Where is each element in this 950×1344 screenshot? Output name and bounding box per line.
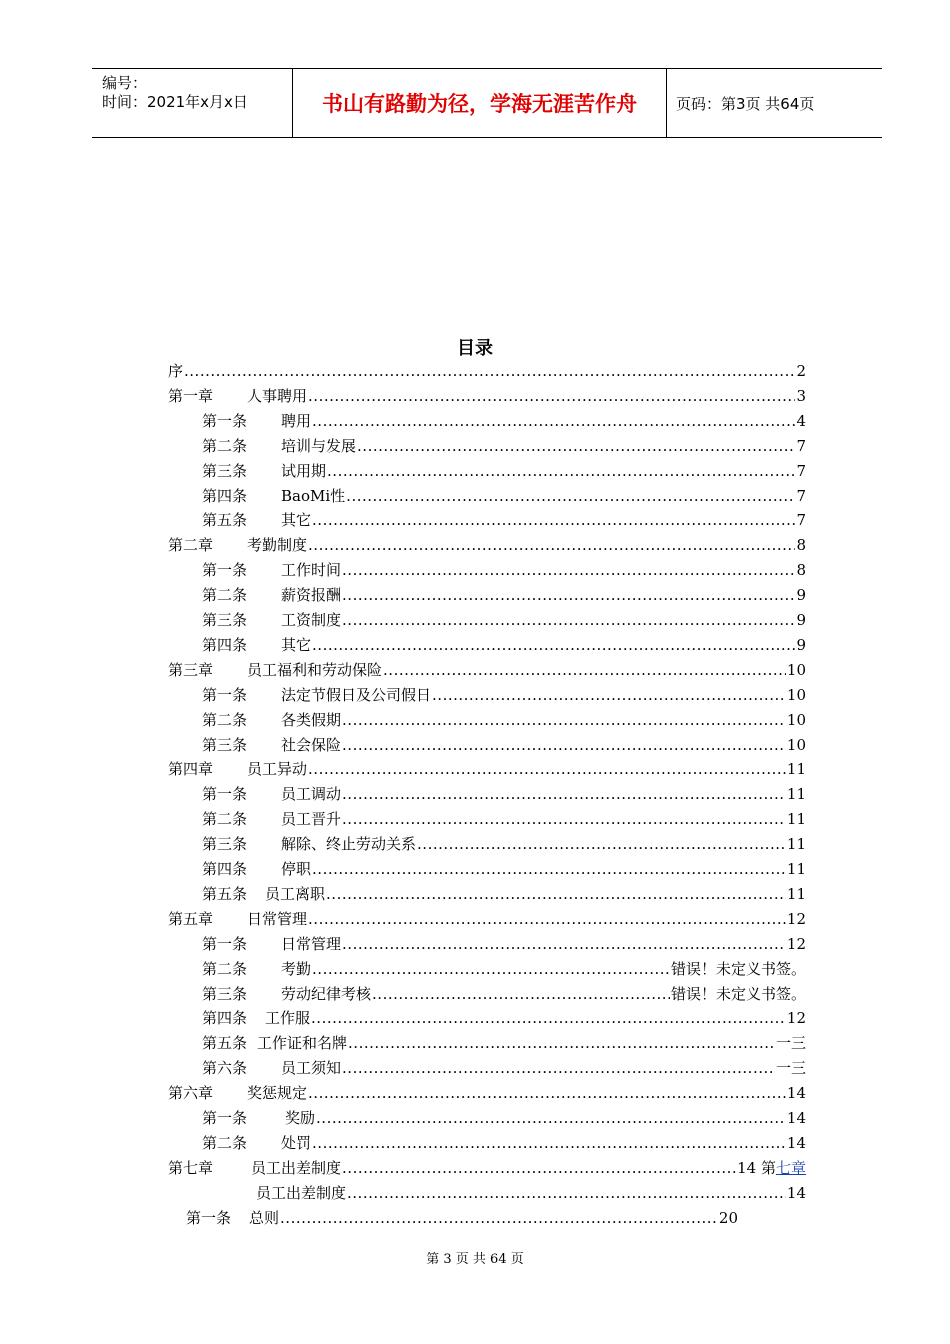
- toc-entry-number: 第二章: [168, 536, 214, 555]
- toc-leader-dots: [342, 935, 786, 953]
- toc-entry-number: 第四条: [202, 860, 248, 878]
- toc-leader-dots: [312, 636, 795, 654]
- toc-entry-page: 10: [786, 660, 806, 679]
- toc-entry[interactable]: [168, 1080, 806, 1102]
- toc-entry-page: 11: [786, 785, 806, 804]
- toc-entry[interactable]: [202, 1105, 806, 1127]
- toc-entry-title: 劳动纪律考核: [281, 984, 372, 1003]
- toc-entry[interactable]: [202, 1030, 806, 1052]
- toc-entry-number: 第三条: [202, 461, 248, 480]
- toc-entry[interactable]: [202, 408, 806, 430]
- toc-entry-number: 第七章: [168, 1158, 214, 1177]
- toc-entry[interactable]: [202, 707, 806, 729]
- toc-entry-number: 第四条: [202, 486, 248, 505]
- toc-entry-page: 20: [718, 1208, 738, 1227]
- toc-entry-title: 工资制度: [281, 611, 342, 629]
- toc-leader-dots: [347, 1184, 786, 1202]
- toc-entry-title: 员工出差制度: [256, 1183, 347, 1202]
- toc-entry-page: 11: [786, 884, 806, 903]
- toc-entry-page: 11: [786, 835, 806, 854]
- toc-entry-title: 聘用: [281, 411, 312, 430]
- toc-entry-title: 薪资报酬: [281, 586, 342, 605]
- toc-leader-dots: [280, 1209, 718, 1227]
- toc-entry-title: 试用期: [281, 461, 327, 480]
- toc-entry[interactable]: [202, 1130, 806, 1152]
- toc-leader-dots: [312, 511, 795, 529]
- toc-entry-title: 人事聘用: [247, 386, 308, 405]
- toc-entry[interactable]: [256, 1180, 806, 1202]
- toc-entry-title: 奖惩规定: [247, 1084, 308, 1103]
- toc-entry-title: 日常管理: [281, 934, 342, 953]
- toc-entry-title: 奖励: [285, 1109, 316, 1127]
- toc-entry[interactable]: [202, 557, 806, 579]
- toc-entry-number: 第一条: [202, 785, 248, 804]
- toc-entry-title: 考勤制度: [247, 536, 308, 555]
- toc-entry-title: 考勤: [281, 959, 312, 978]
- toc-entry[interactable]: [202, 881, 806, 903]
- toc-entry[interactable]: [202, 632, 806, 654]
- toc-entry[interactable]: [202, 607, 806, 629]
- toc-entry-title: 其它: [281, 635, 312, 654]
- toc-leader-dots: [308, 1084, 786, 1102]
- toc-entry-number: 第四条: [202, 635, 248, 654]
- toc-entry-number: 第一章: [168, 386, 214, 405]
- toc-leader-dots: [342, 711, 786, 729]
- toc-entry-page: 9: [796, 635, 806, 654]
- header-page-info: 页码：第3页 共64页: [676, 94, 815, 113]
- page-header: [92, 68, 882, 138]
- header-meta: [92, 69, 293, 137]
- toc-entry[interactable]: [186, 1205, 738, 1227]
- toc-entry-title: 日常管理: [247, 909, 308, 928]
- toc-leader-dots: [312, 960, 670, 978]
- toc-entry-title: 员工异动: [247, 760, 308, 779]
- toc-entry-page: 错误！未定义书签。: [670, 959, 806, 978]
- toc-entry-number: 第三条: [202, 611, 248, 629]
- toc-entry-page: 14 第七章: [737, 1158, 806, 1177]
- toc-entry[interactable]: [202, 682, 806, 704]
- toc-leader-dots: [312, 1134, 786, 1152]
- toc-entry-number: 第四章: [168, 760, 214, 779]
- toc-entry-title: 员工出差制度: [251, 1158, 342, 1177]
- toc-leader-dots: [348, 1034, 775, 1052]
- toc-entry-number: 第二条: [202, 436, 248, 455]
- page-footer: 第 3 页 共 64 页: [426, 1252, 524, 1267]
- toc-entry-page: 9: [796, 586, 806, 605]
- toc-entry-page: 7: [796, 511, 806, 530]
- toc-entry[interactable]: [168, 1155, 806, 1177]
- toc-entry-page: 7: [796, 486, 806, 505]
- toc-leader-dots: [308, 760, 786, 778]
- toc-entry-page: 11: [786, 760, 806, 779]
- toc-entry[interactable]: [168, 756, 806, 778]
- toc-entry-title: 其它: [281, 511, 312, 530]
- toc-entry-page: 4: [796, 411, 806, 430]
- toc-leader-dots: [327, 462, 795, 480]
- toc-entry-number: 第五条: [202, 511, 248, 530]
- toc-leader-dots: [342, 586, 795, 604]
- toc-entry[interactable]: [202, 732, 806, 754]
- toc-entry-page: 10: [786, 685, 806, 704]
- toc-entry-number: 第一条: [202, 1109, 248, 1127]
- toc-entry[interactable]: [168, 383, 806, 405]
- toc-entry-number: 第三条: [202, 984, 248, 1003]
- toc-entry-title: 处罚: [281, 1133, 312, 1152]
- number-label: 编号：: [102, 74, 148, 92]
- toc-entry[interactable]: [202, 831, 806, 853]
- toc-entry-number: 第二条: [202, 959, 248, 978]
- toc-entry-title: 员工福利和劳动保险: [247, 660, 383, 679]
- toc-entry-title: BaoMi性: [281, 486, 346, 505]
- toc-entry-number: 第四条: [202, 1009, 248, 1028]
- toc-entry-title: 员工离职: [265, 884, 326, 903]
- toc-entry-page: 11: [786, 810, 806, 829]
- toc-entry-number: 第三章: [168, 660, 214, 679]
- toc-leader-dots: [184, 362, 795, 380]
- toc-entry-number: 第一条: [202, 934, 248, 953]
- toc-entry-page: 10: [786, 710, 806, 729]
- toc-entry-number: 序: [168, 362, 184, 380]
- toc-entry[interactable]: [202, 458, 806, 480]
- toc-entry-page: 14: [786, 1109, 806, 1127]
- toc-leader-dots: [311, 1009, 786, 1027]
- toc-entry-number: 第三条: [202, 735, 248, 754]
- toc-entry-title: 员工须知: [281, 1059, 342, 1078]
- toc-entry[interactable]: [202, 582, 806, 604]
- toc-entry-title: 解除、终止劳动关系: [281, 835, 417, 854]
- toc-entry-page: 12: [786, 1009, 806, 1028]
- toc-entry-page: 一三: [775, 1059, 806, 1078]
- toc-entry[interactable]: [202, 806, 806, 828]
- toc-entry[interactable]: [202, 1055, 806, 1077]
- toc-entry-number: 第一条: [202, 685, 248, 704]
- toc-entry-number: 第二条: [202, 810, 248, 829]
- toc-entry-title: 工作服: [265, 1009, 311, 1028]
- header-motto: 书山有路勤为径，学海无涯苦作舟: [293, 69, 667, 137]
- toc-leader-dots: [372, 985, 670, 1003]
- toc-entry-page: 7: [796, 436, 806, 455]
- toc-entry-title: 法定节假日及公司假日: [281, 685, 432, 704]
- toc-entry[interactable]: [202, 433, 806, 455]
- toc-leader-dots: [342, 810, 786, 828]
- toc-entry[interactable]: [202, 483, 806, 505]
- toc-entry[interactable]: [168, 657, 806, 679]
- toc-leader-dots: [316, 1109, 786, 1127]
- toc-entry-title: 工作证和名牌: [257, 1034, 348, 1053]
- toc-leader-dots: [312, 412, 795, 430]
- toc-entry-title: 社会保险: [281, 735, 342, 754]
- toc-entry-page: 11: [786, 860, 806, 878]
- toc-entry-number: 第二条: [202, 710, 248, 729]
- toc-entry-title: 工作时间: [281, 561, 342, 580]
- toc-entry-page: 14: [786, 1133, 806, 1152]
- toc-entry-number: 第五章: [168, 909, 214, 928]
- toc-leader-dots: [342, 785, 786, 803]
- toc-entry-page: 12: [786, 934, 806, 953]
- toc-leader-dots: [308, 536, 795, 554]
- toc-entry-number: 第三条: [202, 835, 248, 854]
- toc-chapter-link[interactable]: 七章: [775, 1158, 806, 1177]
- toc-entry-number: 第六章: [168, 1084, 214, 1103]
- toc-entry[interactable]: [202, 507, 806, 529]
- toc-title: 目录: [457, 338, 493, 359]
- toc-entry-page: 一三: [775, 1034, 806, 1053]
- toc-leader-dots: [346, 487, 795, 505]
- toc-entry[interactable]: [202, 956, 806, 978]
- toc-entry-title: 员工晋升: [281, 810, 342, 829]
- toc-entry-number: 第一条: [186, 1208, 232, 1227]
- toc-entry-number: 第六条: [202, 1059, 248, 1078]
- toc-entry-page: 14: [786, 1183, 806, 1202]
- toc-entry-title: 员工调动: [281, 785, 342, 804]
- toc-leader-dots: [342, 736, 786, 754]
- time-label: 时间：2021年x月x日: [102, 93, 248, 111]
- toc-leader-dots: [342, 1059, 775, 1077]
- toc-leader-dots: [312, 860, 786, 878]
- toc-entry[interactable]: [202, 931, 806, 953]
- toc-leader-dots: [308, 910, 786, 928]
- toc-entry-page: 7: [796, 461, 806, 480]
- toc-entry[interactable]: [202, 856, 806, 878]
- toc-entry[interactable]: [168, 532, 806, 554]
- toc-entry[interactable]: [168, 358, 806, 380]
- toc-entry-number: 第五条: [202, 884, 248, 903]
- toc-leader-dots: [308, 387, 795, 405]
- toc-entry-number: 第二条: [202, 1133, 248, 1152]
- toc-entry-number: 第五条: [202, 1034, 248, 1053]
- toc-entry-page: 2: [796, 362, 806, 380]
- toc-entry[interactable]: [202, 781, 806, 803]
- toc-entry-title: 培训与发展: [281, 436, 357, 455]
- toc-entry-number: 第一条: [202, 561, 248, 580]
- toc-entry-page: 10: [786, 735, 806, 754]
- toc-entry-page: 8: [796, 561, 806, 580]
- toc-entry-number: 第二条: [202, 586, 248, 605]
- toc-leader-dots: [432, 686, 786, 704]
- toc-entry-page: 14: [786, 1084, 806, 1103]
- toc-entry-page: 12: [786, 909, 806, 928]
- toc-leader-dots: [417, 835, 786, 853]
- toc-entry-page: 错误！未定义书签。: [670, 984, 806, 1003]
- toc-leader-dots: [342, 1159, 736, 1177]
- toc-leader-dots: [357, 437, 795, 455]
- toc-leader-dots: [326, 885, 786, 903]
- toc-entry[interactable]: [168, 906, 806, 928]
- toc-entry-title: 总则: [249, 1208, 280, 1227]
- toc-leader-dots: [342, 561, 795, 579]
- toc-entry[interactable]: [202, 1005, 806, 1027]
- toc-entry-number: 第一条: [202, 411, 248, 430]
- toc-entry-title: 停职: [281, 860, 312, 878]
- toc-entry-title: 各类假期: [281, 710, 342, 729]
- toc-entry-page: 8: [796, 536, 806, 555]
- toc-entry-page: 3: [796, 386, 806, 405]
- toc-entry-page: 9: [796, 611, 806, 629]
- toc-leader-dots: [383, 661, 786, 679]
- toc-leader-dots: [342, 611, 795, 629]
- toc-entry[interactable]: [202, 981, 806, 1003]
